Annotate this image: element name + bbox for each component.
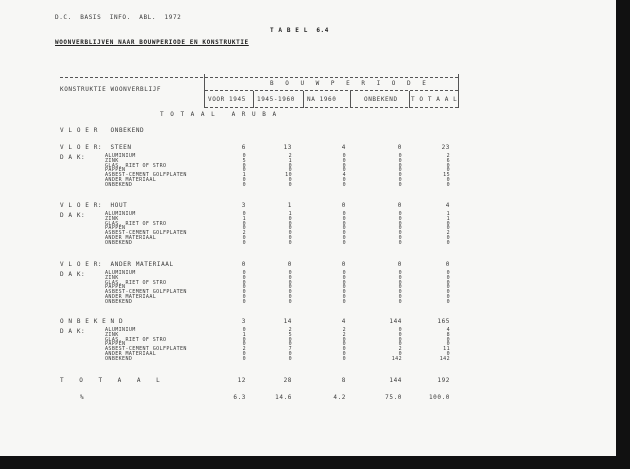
table-cell: 2 [288, 327, 292, 333]
table-cell: 0 [288, 220, 292, 227]
table-cell: 0 [242, 289, 246, 295]
table-cell: 0 [242, 211, 246, 217]
table-cell: 0 [398, 336, 402, 343]
dak-label: D A K: [60, 154, 86, 161]
table-cell: 0 [446, 341, 450, 348]
table-cell: 0 [398, 274, 402, 281]
group-total-cell: 13 [283, 144, 292, 151]
table-cell: 0 [446, 279, 450, 286]
table-cell: 142 [439, 355, 450, 362]
roof-type-label: ALUMINIUM [105, 211, 136, 217]
total-cell: 28 [283, 377, 292, 384]
roof-type-label: ANDER MATERIAAL [105, 350, 157, 357]
table-cell: 0 [342, 346, 346, 352]
table-cell: 0 [398, 181, 402, 188]
table-cell: 0 [288, 298, 292, 305]
table-cell: 0 [288, 274, 292, 281]
table-cell: 0 [446, 220, 450, 227]
table-cell: 0 [242, 225, 246, 232]
group-label: V L O E R: STEEN [60, 144, 132, 151]
table-cell: 1 [242, 215, 246, 222]
group-total-cell: 0 [287, 261, 292, 268]
group-total-cell: 6 [241, 144, 246, 151]
table-cell: 5 [242, 157, 246, 164]
table-cell: 0 [446, 176, 450, 183]
table-cell: 0 [288, 215, 292, 222]
group-total-cell: 0 [397, 144, 402, 151]
table-cell: 0 [342, 215, 346, 222]
group-total-cell: 144 [389, 318, 402, 325]
table-cell: 0 [342, 341, 346, 348]
table-cell: 0 [288, 284, 292, 291]
table-cell: 6 [446, 157, 450, 164]
roof-type-label: GLAS, RIET OF STRO [105, 279, 167, 286]
col-divider [409, 91, 410, 108]
table-cell: 0 [288, 181, 292, 188]
table-cell: 0 [398, 225, 402, 232]
table-cell: 0 [242, 162, 246, 169]
total-label: T O T A A L [60, 377, 166, 384]
group-rule [205, 90, 458, 91]
col-header-totaal: T O T A A L [411, 96, 458, 103]
table-cell: 0 [342, 289, 346, 295]
table-cell: 2 [242, 346, 246, 352]
roof-type-label: ONBEKEND [105, 239, 133, 246]
table-cell: 0 [398, 293, 402, 300]
table-cell: 0 [446, 239, 450, 246]
table-cell: 0 [398, 162, 402, 169]
group-total-cell: 23 [441, 144, 450, 151]
group-total-cell: 165 [437, 318, 450, 325]
total-cell: 8 [341, 377, 346, 384]
roof-type-label: ASBEST-CEMENT GOLFPLATEN [105, 346, 187, 352]
table-cell: 0 [342, 274, 346, 281]
table-cell: 2 [242, 230, 246, 236]
roof-type-label: ANDER MATERIAAL [105, 176, 157, 183]
table-cell: 8 [446, 331, 450, 338]
table-cell: 0 [288, 176, 292, 183]
table-cell: 2 [342, 327, 346, 333]
roof-type-label: ZINK [105, 157, 119, 164]
table-cell: 0 [242, 293, 246, 300]
table-cell: 2 [446, 230, 450, 236]
roof-type-label: PAPPEN [105, 341, 126, 348]
table-cell: 0 [242, 181, 246, 188]
table-cell: 0 [398, 176, 402, 183]
table-cell: 0 [446, 274, 450, 281]
table-cell: 0 [288, 279, 292, 286]
table-cell: 1 [446, 211, 450, 217]
percent-label: % [80, 394, 85, 401]
col-divider [458, 74, 459, 108]
group-total-cell: 3 [241, 202, 246, 209]
table-cell: 0 [446, 284, 450, 291]
table-cell: 0 [342, 239, 346, 246]
source-line: D.C. BASIS INFO. ABL. 1972 [55, 14, 182, 21]
table-cell: 15 [443, 172, 450, 178]
table-cell: 0 [398, 298, 402, 305]
table-cell: 1 [242, 172, 246, 178]
table-cell: 0 [342, 284, 346, 291]
table-cell: 142 [391, 355, 402, 362]
table-cell: 0 [342, 211, 346, 217]
row-header-label: KONSTRUKTIE WOONVERBLIJF [60, 86, 162, 93]
table-cell: 0 [342, 355, 346, 362]
table-cell: 7 [288, 346, 292, 352]
group-label: V L O E R: HOUT [60, 202, 128, 209]
table-cell: 0 [398, 220, 402, 227]
table-cell: 0 [398, 331, 402, 338]
roof-type-label: PAPPEN [105, 225, 126, 232]
col-header-voor-1945: VOOR 1945 [208, 96, 246, 103]
top-rule [60, 77, 458, 78]
roof-type-label: GLAS, RIET OF STRO [105, 220, 167, 227]
dak-label: D A K: [60, 271, 86, 278]
table-cell: 0 [342, 220, 346, 227]
table-cell: 0 [242, 284, 246, 291]
table-cell: 0 [288, 234, 292, 241]
percent-cell: 100.0 [428, 394, 450, 401]
table-cell: 0 [398, 350, 402, 357]
group-total-cell: 4 [445, 202, 450, 209]
table-cell: 0 [342, 350, 346, 357]
table-cell: 0 [446, 336, 450, 343]
table-cell: 0 [288, 167, 292, 174]
table-cell: 4 [342, 172, 346, 178]
table-cell: 0 [446, 293, 450, 300]
table-cell: 0 [398, 157, 402, 164]
table-cell: 0 [288, 225, 292, 232]
table-cell: 0 [398, 230, 402, 236]
table-cell: 0 [242, 153, 246, 159]
group-total-cell: 0 [341, 261, 346, 268]
table-cell: 0 [398, 234, 402, 241]
table-cell: 0 [446, 298, 450, 305]
group-label: O N B E K E N D [60, 318, 124, 325]
percent-cell: 6.3 [233, 394, 246, 401]
table-cell: 0 [288, 336, 292, 343]
table-cell: 0 [288, 350, 292, 357]
table-cell: 0 [342, 225, 346, 232]
roof-type-label: ZINK [105, 274, 119, 281]
group-total-cell: 4 [341, 144, 346, 151]
col-divider [253, 91, 254, 108]
table-cell: 0 [288, 162, 292, 169]
group-total-cell: 0 [341, 202, 346, 209]
percent-cell: 14.6 [275, 394, 292, 401]
table-cell: 0 [398, 289, 402, 295]
table-cell: 2 [398, 346, 402, 352]
table-cell: 0 [342, 176, 346, 183]
table-cell: 0 [398, 211, 402, 217]
table-cell: 0 [446, 289, 450, 295]
roof-type-label: ASBEST-CEMENT GOLFPLATEN [105, 230, 187, 236]
table-cell: 0 [288, 289, 292, 295]
table-cell: 4 [446, 327, 450, 333]
table-cell: 1 [288, 157, 292, 164]
roof-type-label: ALUMINIUM [105, 153, 136, 159]
roof-type-label: ALUMINIUM [105, 327, 136, 333]
roof-type-label: ASBEST-CEMENT GOLFPLATEN [105, 289, 187, 295]
table-cell: 0 [398, 270, 402, 276]
table-cell: 0 [242, 239, 246, 246]
group-total-cell: 14 [283, 318, 292, 325]
group-total-cell: 1 [287, 202, 292, 209]
dak-label: D A K: [60, 328, 86, 335]
table-cell: 1 [242, 331, 246, 338]
table-cell: 0 [342, 336, 346, 343]
table-cell: 0 [342, 167, 346, 174]
roof-type-label: ONBEKEND [105, 355, 133, 362]
group-label: V L O E R: ANDER MATERIAAL [60, 261, 174, 268]
table-cell: 0 [446, 162, 450, 169]
table-cell: 0 [242, 355, 246, 362]
table-cell: 0 [242, 176, 246, 183]
group-total-cell: 4 [341, 318, 346, 325]
roof-type-label: ZINK [105, 331, 119, 338]
table-cell: 0 [288, 293, 292, 300]
table-cell: 0 [342, 279, 346, 286]
col-header-na-1960: NA 1960 [307, 96, 337, 103]
table-cell: 0 [342, 230, 346, 236]
table-cell: 11 [443, 346, 450, 352]
table-cell: 0 [446, 167, 450, 174]
table-cell: 0 [342, 293, 346, 300]
group-total-cell: 3 [241, 318, 246, 325]
table-cell: 0 [242, 167, 246, 174]
table-cell: 0 [342, 234, 346, 241]
table-cell: 0 [446, 350, 450, 357]
table-cell: 0 [242, 350, 246, 357]
roof-type-label: GLAS, RIET OF STRO [105, 162, 167, 169]
table-cell: 0 [398, 284, 402, 291]
table-cell: 10 [285, 172, 292, 178]
table-cell: 5 [288, 331, 292, 338]
roof-type-label: ANDER MATERIAAL [105, 293, 157, 300]
group-total-cell: 0 [445, 261, 450, 268]
table-cell: 0 [242, 336, 246, 343]
total-cell: 192 [437, 377, 450, 384]
group-total-cell: 0 [397, 261, 402, 268]
col-header-onbekend: ONBEKEND [364, 96, 398, 103]
table-number: T A B E L 6.4 [270, 27, 329, 34]
col-divider [303, 91, 304, 108]
table-cell: 0 [398, 239, 402, 246]
roof-type-label: PAPPEN [105, 284, 126, 291]
table-cell: 2 [288, 153, 292, 159]
header-bottom-rule [205, 107, 458, 108]
table-cell: 0 [242, 220, 246, 227]
table-cell: 0 [398, 327, 402, 333]
table-cell: 0 [398, 279, 402, 286]
table-cell: 0 [446, 270, 450, 276]
roof-type-label: ZINK [105, 215, 119, 222]
subheading: V L O E R ONBEKEND [60, 127, 145, 134]
total-cell: 144 [389, 377, 402, 384]
roof-type-label: ONBEKEND [105, 298, 133, 305]
table-cell: 0 [242, 234, 246, 241]
roof-type-label: GLAS, RIET OF STRO [105, 336, 167, 343]
dak-label: D A K: [60, 212, 86, 219]
roof-type-label: ASBEST-CEMENT GOLFPLATEN [105, 172, 187, 178]
roof-type-label: PAPPEN [105, 167, 126, 174]
section-heading: T O T A A L A R U B A [160, 111, 278, 118]
table-cell: 0 [398, 153, 402, 159]
table-cell: 1 [288, 211, 292, 217]
table-cell: 0 [242, 270, 246, 276]
table-cell: 1 [446, 215, 450, 222]
table-cell: 0 [288, 239, 292, 246]
percent-cell: 4.2 [333, 394, 346, 401]
table-cell: 0 [446, 234, 450, 241]
table-cell: 0 [342, 298, 346, 305]
table-cell: 0 [398, 215, 402, 222]
table-cell: 0 [242, 274, 246, 281]
col-header-1945-1960: 1945-1960 [257, 96, 295, 103]
table-cell: 0 [342, 157, 346, 164]
table-cell: 0 [342, 270, 346, 276]
table-cell: 0 [342, 153, 346, 159]
col-divider [350, 91, 351, 108]
table-cell: 0 [242, 341, 246, 348]
table-cell: 0 [342, 162, 346, 169]
bouwperiode-header: B O U W P E R I O D E [270, 80, 430, 87]
table-cell: 2 [446, 153, 450, 159]
table-title: WOONVERBLIJVEN NAAR BOUWPERIODE EN KONSTRUKTIE [55, 39, 249, 46]
table-cell: 0 [288, 355, 292, 362]
table-cell: 0 [446, 225, 450, 232]
roof-type-label: ANDER MATERIAAL [105, 234, 157, 241]
roof-type-label: ONBEKEND [105, 181, 133, 188]
percent-cell: 75.0 [385, 394, 402, 401]
table-cell: 0 [242, 279, 246, 286]
table-cell: 0 [288, 270, 292, 276]
table-cell: 0 [342, 181, 346, 188]
roof-type-label: ALUMINIUM [105, 270, 136, 276]
group-total-cell: 0 [397, 202, 402, 209]
table-cell: 0 [288, 341, 292, 348]
table-cell: 0 [446, 181, 450, 188]
total-cell: 12 [237, 377, 246, 384]
col-divider [204, 74, 205, 108]
table-cell: 0 [242, 327, 246, 333]
table-cell: 0 [288, 230, 292, 236]
table-cell: 0 [398, 341, 402, 348]
group-total-cell: 0 [241, 261, 246, 268]
table-cell: 0 [398, 167, 402, 174]
table-cell: 0 [242, 298, 246, 305]
table-cell: 2 [342, 331, 346, 338]
table-cell: 0 [398, 172, 402, 178]
